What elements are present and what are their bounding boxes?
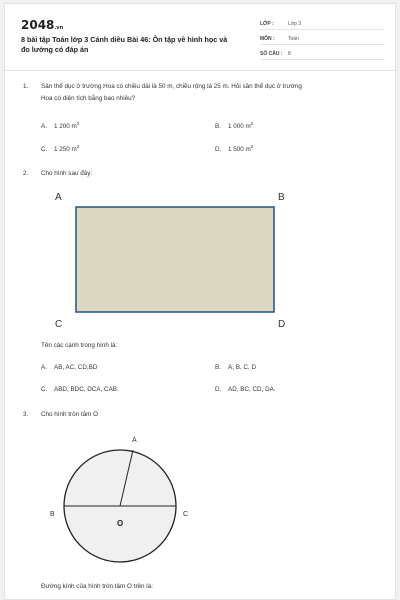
answer-option[interactable]: A. 1 200 $m^2$: [41, 121, 80, 131]
meta-grade-value: Lớp 3: [288, 21, 302, 27]
question-text-line-2: Hoa có diện tích bằng bao nhiêu?: [41, 95, 136, 102]
circle-figure: [5, 4, 396, 600]
answer-option[interactable]: D. 1 500 $m^2$: [215, 144, 254, 154]
point-label-b: B: [50, 511, 55, 518]
corner-label-c: C: [55, 319, 63, 330]
answer-option[interactable]: B. A, B, C, D: [215, 364, 256, 371]
answer-option[interactable]: D. AD, BC, CD, DA.: [215, 386, 276, 393]
meta-grade-key: LỚP :: [260, 21, 274, 27]
site-logo[interactable]: 2048.vn: [21, 18, 64, 32]
point-label-c: C: [183, 511, 189, 518]
corner-label-a: A: [55, 192, 62, 203]
meta-subject-key: MÔN :: [260, 36, 275, 42]
question-text-line-1: Sân thể dục ở trường Hoa có chiều dài là 50 m, chiều rộng là 25 m. Hỏi sân thể dục ở trường: [41, 83, 302, 90]
question-number: 2.: [23, 170, 29, 177]
document-title: 8 bài tập Toán lớp 3 Cánh diều Bài 46: Ôn tập về hình học và đo lường có đáp án: [21, 35, 228, 54]
question-text: Cho hình sau đây:: [41, 170, 93, 177]
center-label-o: O: [117, 519, 124, 528]
meta-count-value: 8: [288, 51, 291, 57]
question-number: 1.: [23, 83, 29, 90]
question-text: Cho hình tròn tâm O: [41, 411, 99, 418]
answer-option[interactable]: B. 1 000 $m^2$: [215, 121, 254, 131]
answer-option[interactable]: C. ABD, BDC, DCA, CAB.: [41, 386, 119, 393]
corner-label-d: D: [278, 319, 286, 330]
answer-option[interactable]: A. AB, AC, CD,BD: [41, 364, 98, 371]
meta-subject-value: Toán: [288, 36, 299, 42]
question-prompt: Đường kính của hình tròn tâm O trên là:: [41, 583, 153, 590]
answer-option[interactable]: C. 1 250 $m^2$: [41, 144, 80, 154]
worksheet-page: [4, 3, 396, 600]
point-label-a: A: [132, 437, 137, 444]
corner-label-b: B: [278, 192, 285, 203]
question-prompt: Tên các cạnh trong hình là:: [41, 342, 118, 349]
meta-count-key: SỐ CÂU :: [260, 51, 283, 57]
question-number: 3.: [23, 411, 29, 418]
